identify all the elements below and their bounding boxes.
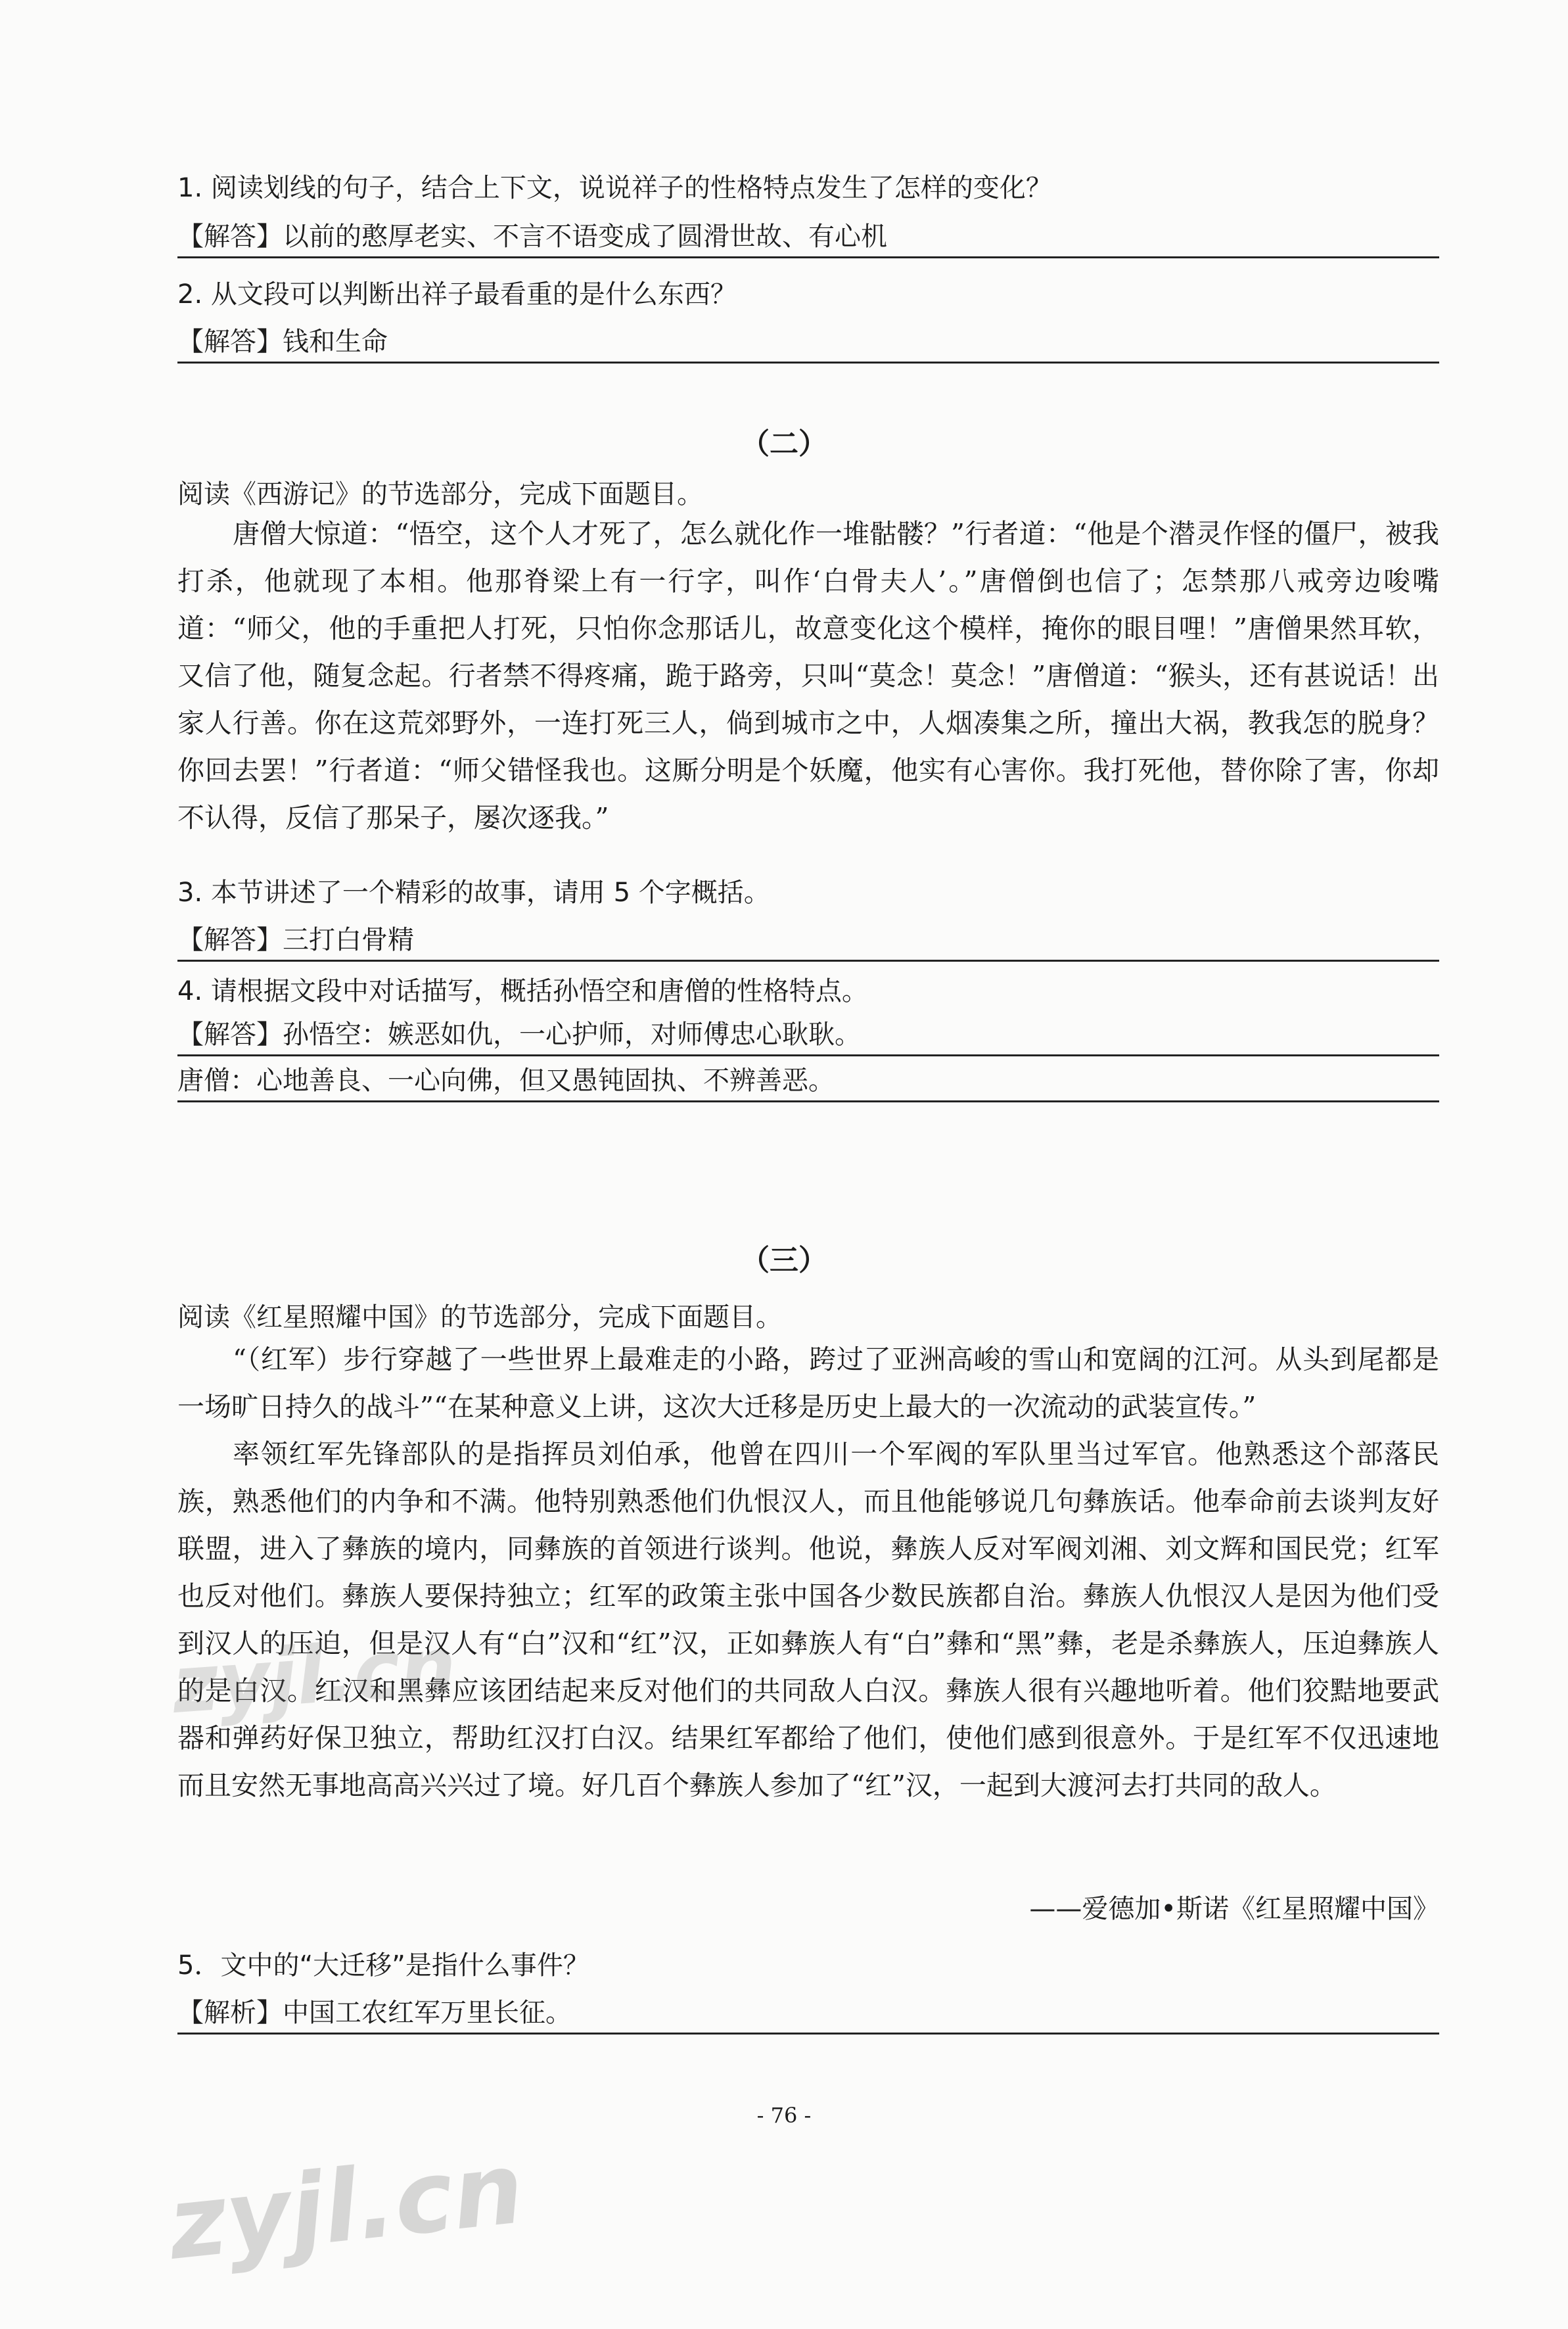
- answer-tag: 【解答】: [177, 925, 283, 955]
- answer-tag: 【解答】: [177, 327, 283, 357]
- reading-intro-2: 阅读《西游记》的节选部分，完成下面题目。: [177, 479, 703, 509]
- answer-tag: 【解答】: [177, 222, 283, 252]
- answer-2: [177, 322, 1439, 364]
- answer-text: 以前的憨厚老实、不言不语变成了圆滑世故、有心机: [283, 222, 887, 252]
- watermark-bottom: zyjl.cn: [163, 2131, 529, 2282]
- passage-journey-to-the-west: 唐僧大惊道：“悟空，这个人才死了，怎么就化作一堆骷髅？”行者道：“他是个潜灵作怪的僵尸，被我打杀，他就现了本相。他那脊梁上有一行字，叫作‘白骨夫人’。”唐僧倒也信了；怎禁那八戒旁边唆嘴道：“师父，他的手重把人打死，只怕你念那话儿，故意变化这个模样，掩你的眼目哩！”唐僧果然耳软，又信了他，随复念起。行者禁不得疼痛，跪于路旁，只叫“莫念！莫念！”唐僧道：“猴头，还有甚说话！出家人行善。你在这荒郊野外，一连打死三人，倘到城市之中，人烟凑集之所，撞出大祸，教我怎的脱身？你回去罢！”行者道：“师父错怪我也。这厮分明是个妖魔，他实有心害你。我打死他，替你除了害，你却不认得，反信了那呆子，屡次逐我。”: [177, 518, 1439, 834]
- answer-1: [177, 217, 1439, 258]
- question-1: 1. 阅读划线的句子，结合上下文，说说祥子的性格特点发生了怎样的变化？: [177, 173, 1052, 203]
- section-heading-2: （二）: [741, 427, 827, 461]
- watermark-mid: zyjl.cn: [169, 1620, 459, 1731]
- question-2: 2. 从文段可以判断出祥子最看重的是什么东西？: [177, 279, 737, 310]
- answer-text: 孙悟空：嫉恶如仇，一心护师，对师傅忠心耿耿。: [283, 1020, 861, 1050]
- answer-tag: 【解答】: [177, 1020, 283, 1050]
- passage-source: ——爱德加•斯诺《红星照耀中国》: [1029, 1894, 1439, 1924]
- answer-text: 中国工农红军万里长征。: [283, 1998, 572, 2028]
- question-4: 4. 请根据文段中对话描写，概括孙悟空和唐僧的性格特点。: [177, 976, 868, 1006]
- answer-4-continued: 唐僧：心地善良、一心向佛，但又愚钝固执、不辨善恶。: [177, 1061, 1439, 1102]
- page-number: - 76 -: [756, 2103, 812, 2128]
- answer-text: 钱和生命: [283, 327, 388, 357]
- answer-4: [177, 1015, 1439, 1056]
- answer-text: 三打白骨精: [283, 925, 414, 955]
- answer-5: [177, 1993, 1439, 2035]
- passage-red-star-p2: 率领红军先锋部队的是指挥员刘伯承，他曾在四川一个军阀的军队里当过军官。他熟悉这个部落民族，熟悉他们的内争和不满。他特别熟悉他们仇恨汉人，而且他能够说几句彝族话。他奉命前去谈判友好联盟，进入了彝族的境内，同彝族的首领进行谈判。他说，彝族人反对军阀刘湘、刘文辉和国民党；红军也反对他们。彝族人要保持独立；红军的政策主张中国各少数民族都自治。彝族人仇恨汉人是因为他们受到汉人的压迫，但是汉人有“白”汉和“红”汉，正如彝族人有“白”彝和“黑”彝，老是杀彝族人，压迫彝族人的是白汉。红汉和黑彝应该团结起来反对他们的共同敌人白汉。彝族人很有兴趣地听着。他们狡黠地要武器和弹药好保卫独立，帮助红汉打白汉。结果红军都给了他们，使他们感到很意外。于是红军不仅迅速地而且安然无事地高高兴兴过了境。好几百个彝族人参加了“红”汉，一起到大渡河去打共同的敌人。: [177, 1438, 1439, 1801]
- answer-tag: 【解析】: [177, 1998, 283, 2028]
- question-3: 3. 本节讲述了一个精彩的故事，请用 5 个字概括。: [177, 878, 770, 908]
- section-heading-3: （三）: [741, 1244, 827, 1277]
- answer-3: [177, 920, 1439, 962]
- question-5: 5．文中的“大迁移”是指什么事件？: [177, 1950, 589, 1981]
- passage-red-star-p1: “（红军）步行穿越了一些世界上最难走的小路，跨过了亚洲高峻的雪山和宽阔的江河。从头到尾都是一场旷日持久的战斗”“在某种意义上讲，这次大迁移是历史上最大的一次流动的武装宣传。”: [177, 1344, 1439, 1423]
- reading-intro-3: 阅读《红星照耀中国》的节选部分，完成下面题目。: [177, 1302, 782, 1332]
